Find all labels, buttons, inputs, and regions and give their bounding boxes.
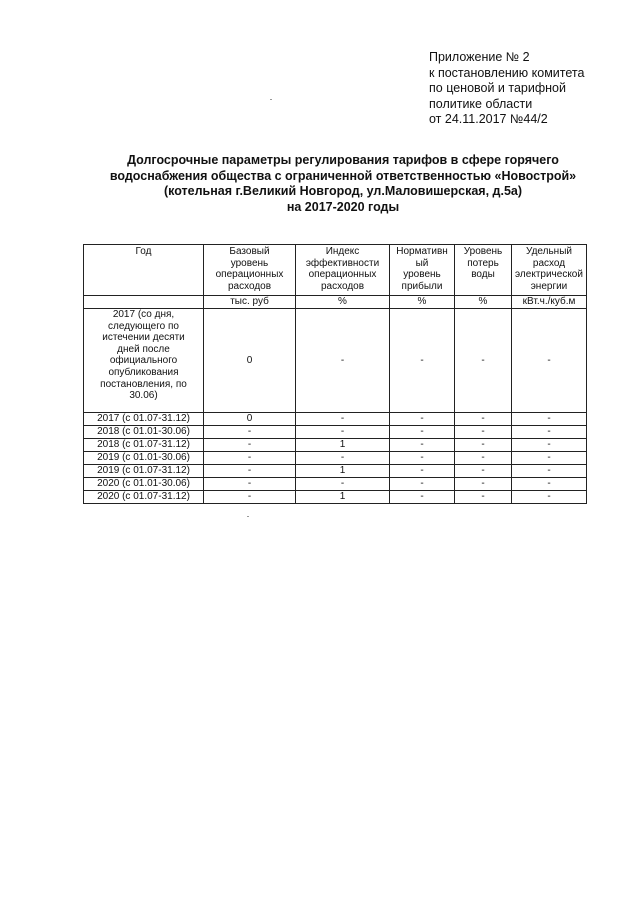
value-cell: - [455,439,512,452]
value-cell: - [512,452,587,465]
year-text: истечении десяти [102,332,185,344]
value-cell: - [512,478,587,491]
column-header-energy-consumption [512,245,587,296]
value-cell: - [390,413,455,426]
value-cell: - [390,309,455,413]
header-text: воды [471,269,495,281]
header-text: энергии [530,280,568,292]
value-cell: - [512,439,587,452]
document-title [80,153,606,215]
title-line: Долгосрочные параметры регулирования тарифов в сфере горячего [127,153,559,167]
header-text: электрической [515,269,583,281]
column-header-water-loss [455,245,512,296]
year-cell: 2018 (с 01.07-31.12) [84,439,204,452]
value-cell: - [512,413,587,426]
value-cell: - [204,452,296,465]
value-cell: - [390,465,455,478]
year-cell: 2019 (с 01.01-30.06) [84,452,204,465]
year-text: 30.06) [129,390,158,402]
value-cell: - [296,478,390,491]
value-cell: - [390,478,455,491]
year-cell: 2020 (с 01.01-30.06) [84,478,204,491]
annex-line: по ценовой и тарифной [429,81,566,95]
table-row [84,491,587,504]
value-cell: - [296,426,390,439]
value-cell: - [390,452,455,465]
value-cell: - [455,309,512,413]
header-text: Индекс [325,246,360,257]
header-text: Удельный [526,246,572,257]
value-cell: - [390,426,455,439]
units-row [84,296,587,309]
header-text: ый [415,257,429,269]
year-text: 2017 (со дня, [112,309,175,320]
table-row [84,452,587,465]
header-text: Нормативн [396,246,448,257]
annex-line: политике области [429,96,533,111]
header-text: эффективности [305,257,380,269]
value-cell: - [204,439,296,452]
title-line: (котельная г.Великий Новгород, ул.Маловишерская, д.5а) [163,184,523,198]
annex-number: Приложение № 2 [429,50,530,64]
value-cell: - [455,491,512,504]
value-cell: - [455,478,512,491]
value-cell: - [512,309,587,413]
value-cell: - [296,309,390,413]
table-row [84,478,587,491]
header-text: уровень [230,257,269,269]
year-text: опубликования [108,366,179,378]
header-text: операционных [308,269,377,281]
value-cell: 0 [204,413,296,426]
year-text: постановления, по [100,378,187,390]
column-header-base-opex [204,245,296,296]
value-cell: - [204,478,296,491]
column-header-efficiency-index [296,245,390,296]
header-text: уровень [403,269,441,281]
header-row [84,245,587,296]
year-cell: 2017 (с 01.07-31.12) [84,413,204,426]
header-text: потерь [467,257,499,269]
unit-cell [84,296,204,309]
value-cell: - [512,491,587,504]
parameters-table [83,244,587,504]
header-text: расходов [227,280,272,292]
table-row [84,439,587,452]
header-text: Базовый [229,246,270,257]
table-row [84,465,587,478]
header-text: Уровень [463,246,503,257]
value-cell: - [204,465,296,478]
header-text: операционных [215,269,284,281]
value-cell: 1 [296,491,390,504]
value-cell: - [296,413,390,426]
unit-cell: кВт.ч./куб.м [512,296,587,309]
annex-reference [429,50,584,128]
scan-speck [270,99,272,100]
unit-cell: % [390,296,455,309]
title-line: на 2017-2020 годы [286,199,400,214]
year-text: следующего по [108,320,179,332]
header-text: прибыли [401,280,443,292]
year-cell [84,309,204,413]
annex-line: к постановлению комитета [429,65,585,80]
year-text: официального [109,355,178,367]
value-cell: - [455,452,512,465]
table-row [84,309,587,413]
value-cell: - [455,413,512,426]
column-header-profit-level [390,245,455,296]
scan-speck [247,516,249,517]
value-cell: - [390,439,455,452]
year-text: дней после [117,343,170,355]
value-cell: 1 [296,465,390,478]
value-cell: - [512,465,587,478]
annex-date: от 24.11.2017 №44/2 [429,112,548,126]
column-header-year [84,245,204,296]
header-text: расходов [320,280,365,292]
year-cell: 2020 (с 01.07-31.12) [84,491,204,504]
year-cell: 2019 (с 01.07-31.12) [84,465,204,478]
value-cell: - [296,452,390,465]
header-text: расход [532,257,566,269]
year-cell: 2018 (с 01.01-30.06) [84,426,204,439]
unit-cell: % [296,296,390,309]
table-row [84,413,587,426]
value-cell: - [455,426,512,439]
value-cell: - [204,426,296,439]
header-text: Год [135,246,152,257]
table-row [84,426,587,439]
title-line: водоснабжения общества с ограниченной ответственностью «Новострой» [109,168,577,183]
unit-cell: % [455,296,512,309]
value-cell: 0 [204,309,296,413]
value-cell: - [455,465,512,478]
value-cell: - [390,491,455,504]
value-cell: 1 [296,439,390,452]
value-cell: - [204,491,296,504]
unit-cell: тыс. руб [204,296,296,309]
value-cell: - [512,426,587,439]
